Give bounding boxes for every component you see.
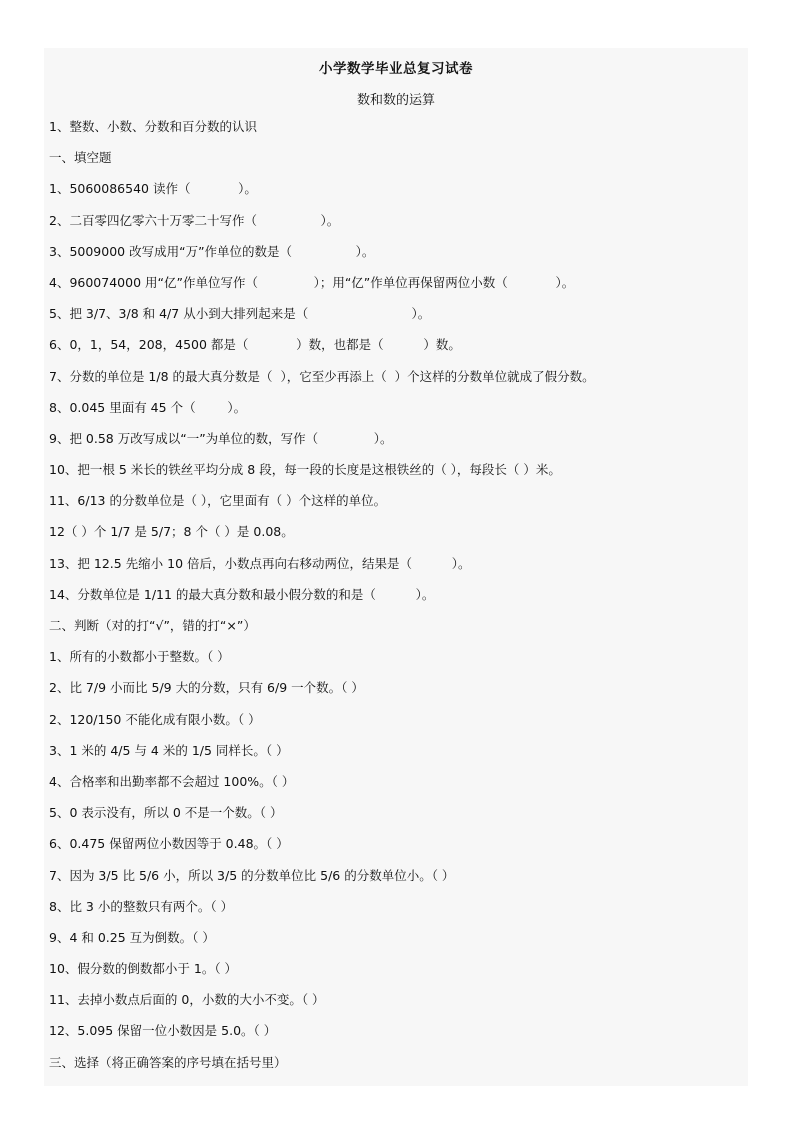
question-line: 12、5.095 保留一位小数因是 5.0。（ ）: [49, 1023, 277, 1039]
question-line: 7、因为 3/5 比 5/6 小，所以 3/5 的分数单位比 5/6 的分数单位小。（ ）: [49, 867, 455, 883]
question-line: 6、0.475 保留两位小数因等于 0.48。（ ）: [49, 836, 289, 852]
question-line: 11、6/13 的分数单位是（ ），它里面有（ ）个这样的单位。: [49, 493, 387, 509]
question-line: 8、比 3 小的整数只有两个。（ ）: [49, 898, 234, 914]
question-line: 12（ ）个 1/7 是 5/7；8 个（ ）是 0.08。: [49, 524, 294, 540]
question-line: 2、120/150 不能化成有限小数。（ ）: [49, 711, 261, 727]
page-subtitle: 数和数的运算: [356, 93, 435, 108]
question-line: 9、4 和 0.25 互为倒数。（ ）: [49, 929, 215, 945]
question-line: 11、去掉小数点后面的 0，小数的大小不变。（ ）: [49, 992, 325, 1008]
question-line: 6、0，1，54，208，4500 都是（ ）数，也都是（ ）数。: [49, 337, 461, 353]
question-line: 10、把一根 5 米长的铁丝平均分成 8 段，每一段的长度是这根铁丝的（ ），每段长（ ）米。: [49, 462, 561, 478]
question-line: 1、整数、小数、分数和百分数的认识: [49, 119, 257, 134]
question-line: 1、所有的小数都小于整数。（ ）: [49, 649, 230, 665]
question-line: 3、1 米的 4/5 与 4 米的 1/5 同样长。（ ）: [49, 742, 289, 758]
question-line: 4、合格率和出勤率都不会超过 100%。（ ）: [49, 773, 295, 789]
question-line: 一、填空题: [49, 150, 112, 166]
question-line: 14、分数单位是 1/11 的最大真分数和最小假分数的和是（ ）。: [49, 586, 435, 602]
exam-page: [44, 48, 748, 1086]
question-line: 2、二百零四亿零六十万零二十写作（ ）。: [49, 212, 340, 228]
page-title: 小学数学毕业总复习试卷: [319, 61, 473, 77]
question-line: 4、960074000 用“亿”作单位写作（ ）；用“亿”作单位再保留两位小数（ ）。: [49, 274, 575, 290]
question-line: 三、选择（将正确答案的序号填在括号里）: [49, 1054, 287, 1070]
question-line: 5、0 表示没有，所以 0 不是一个数。（ ）: [49, 805, 283, 821]
question-line: 二、判断（对的打“√”，错的打“×”）: [49, 618, 256, 633]
question-line: 10、假分数的倒数都小于 1。（ ）: [49, 961, 238, 977]
question-line: 3、5009000 改写成用“万”作单位的数是（ ）。: [49, 243, 375, 259]
question-line: 13、把 12.5 先缩小 10 倍后，小数点再向右移动两位，结果是（ ）。: [49, 555, 471, 571]
question-line: 2、比 7/9 小而比 5/9 大的分数，只有 6/9 一个数。（ ）: [49, 680, 364, 696]
question-list: [49, 118, 739, 1085]
question-line: 8、0.045 里面有 45 个（ ）。: [49, 399, 247, 415]
question-line: 7、分数的单位是 1/8 的最大真分数是（ ），它至少再添上（ ）个这样的分数单位就成了假分数。: [49, 368, 595, 384]
question-line: 5、把 3/7、3/8 和 4/7 从小到大排列起来是（ ）。: [49, 306, 431, 322]
question-line: 9、把 0.58 万改写成以“一”为单位的数，写作（ ）。: [49, 430, 393, 446]
question-line: 1、5060086540 读作（ ）。: [49, 181, 257, 197]
